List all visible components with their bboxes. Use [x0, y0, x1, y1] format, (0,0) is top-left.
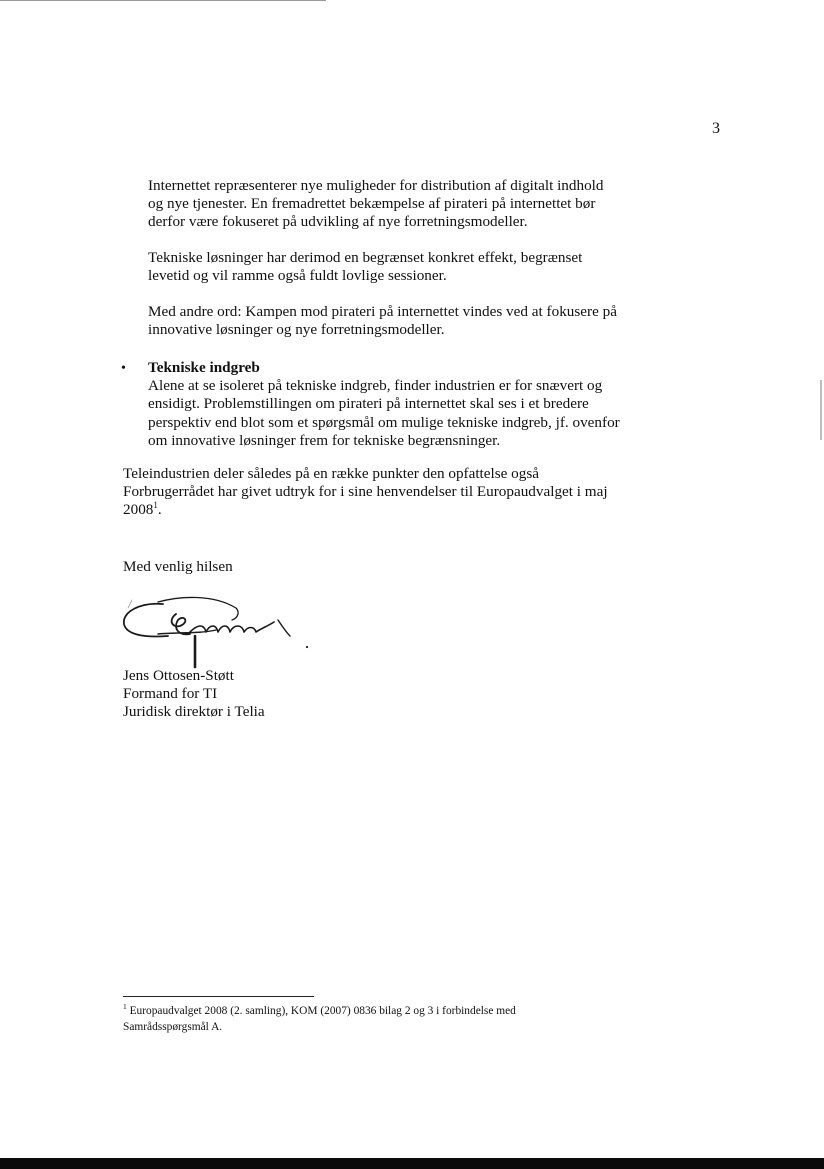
paragraph-distribution — [148, 177, 604, 232]
signatory-title: Formand for TI — [123, 685, 218, 703]
scan-edge-bottom — [0, 1158, 824, 1169]
text-line: levetid og vil ramme også fuldt lovlige sessioner. — [148, 267, 447, 285]
text-line: innovative løsninger og nye forretningsmodeller. — [148, 321, 445, 339]
paragraph-technical-solutions — [148, 249, 582, 285]
year-text: 2008 — [123, 501, 154, 519]
scan-edge-top — [0, 0, 326, 1]
page-number: 3 — [712, 120, 720, 137]
signatory-block — [123, 667, 265, 722]
text-line: Alene at se isoleret på tekniske indgreb, finder industrien er for snævert og — [148, 377, 603, 395]
text-line: ensidigt. Problemstillingen om pirateri på internettet skal ses i et bredere — [148, 395, 589, 413]
paragraph-in-other-words — [148, 303, 617, 339]
bullet-marker: • — [121, 361, 126, 376]
bullet-title: Tekniske indgreb — [148, 359, 260, 376]
handwritten-signature — [118, 590, 318, 670]
text-line: Internettet repræsenterer nye muligheder for distribution af digitalt indhold — [148, 177, 604, 194]
bullet-item-tekniske-indgreb — [148, 359, 620, 450]
text-line: Forbrugerrådet har givet udtryk for i sine henvendelser til Europaudvalget i maj — [123, 483, 608, 501]
text-line: Teleindustrien deler således på en række punkter den opfattelse også — [123, 465, 540, 482]
footnote — [123, 1003, 516, 1035]
text-line: om innovative løsninger frem for tekniske begrænsninger. — [148, 431, 501, 449]
text-line — [123, 501, 608, 519]
footnote-reference: 1 — [153, 500, 158, 511]
scan-edge-right — [820, 380, 822, 440]
text-line: perspektiv end blot som et spørgsmål om mulige tekniske indgreb, jf. ovenfor — [148, 413, 620, 431]
text-line: derfor være fokuseret på udvikling af nye forretningsmodeller. — [148, 213, 528, 231]
text-line: og nye tjenester. En fremadrettet bekæmpelse af pirateri på internettet bør — [148, 195, 596, 213]
signatory-name: Jens Ottosen-Støtt — [123, 667, 234, 684]
footnote-line — [123, 1003, 516, 1019]
footnote-separator — [123, 996, 314, 997]
signatory-title: Juridisk direktør i Telia — [123, 703, 265, 721]
footnote-marker: 1 — [123, 1002, 127, 1012]
text-line: Med andre ord: Kampen mod pirateri på internettet vindes ved at fokusere på — [148, 303, 617, 320]
paragraph-teleindustrien — [123, 465, 608, 520]
closing-greeting: Med venlig hilsen — [123, 558, 233, 575]
text-line: Tekniske løsninger har derimod en begrænset konkret effekt, begrænset — [148, 249, 583, 266]
period: . — [157, 501, 162, 519]
footnote-line: Samrådsspørgsmål A. — [123, 1021, 223, 1033]
footnote-text: Europaudvalget 2008 (2. samling), KOM (2007) 0836 bilag 2 og 3 i forbindelse med — [126, 1005, 516, 1017]
